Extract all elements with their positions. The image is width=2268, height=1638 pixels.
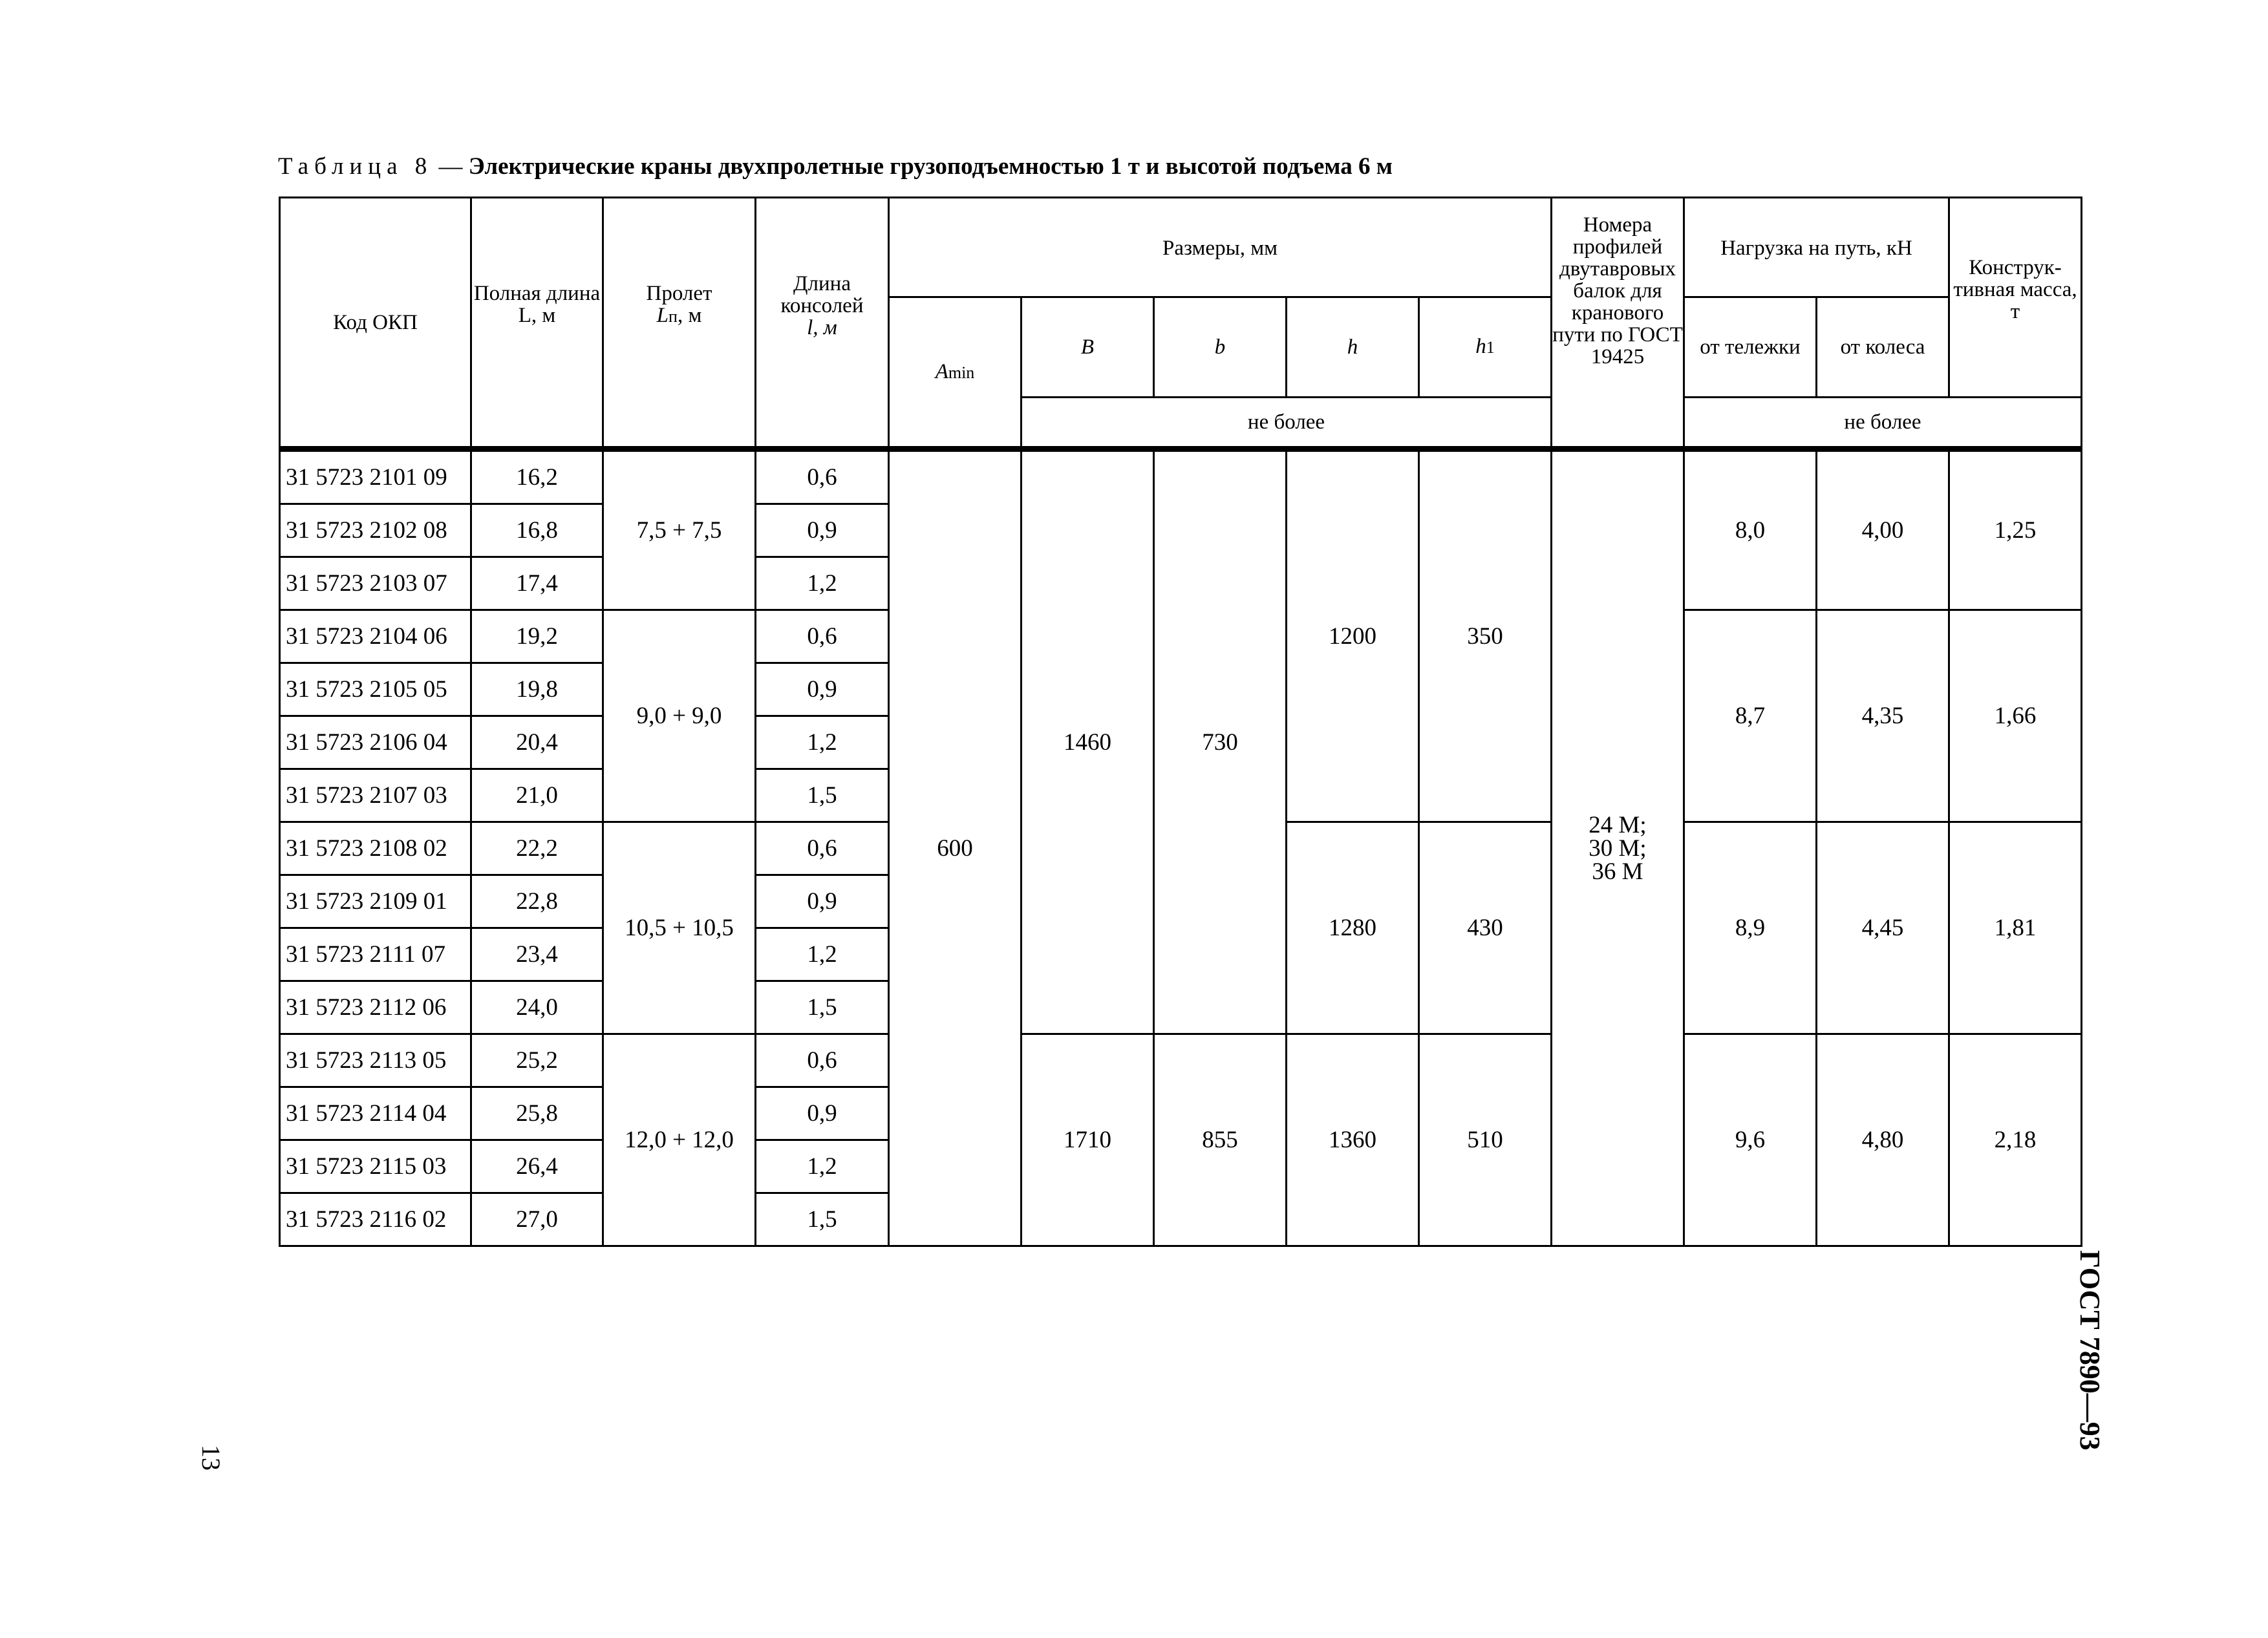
okp-code-cell: 31 5723 2111 07 <box>280 928 471 981</box>
full-length-cell: 16,8 <box>471 504 603 557</box>
h1-cell: 430 <box>1419 822 1552 1034</box>
header-h1-sub: 1 <box>1486 338 1495 357</box>
table-row <box>280 1034 2082 1087</box>
header-not-more-load: не более <box>1684 398 2082 449</box>
header-span-unit: , м <box>677 304 702 327</box>
okp-code-cell: 31 5723 2101 09 <box>280 449 471 504</box>
header-span-label: Пролет <box>646 282 712 305</box>
header-h1 <box>1419 297 1552 398</box>
profile-36: 36 М <box>1592 858 1643 885</box>
h-cell: 1280 <box>1287 822 1419 1034</box>
header-console-length <box>756 198 889 449</box>
okp-code-cell: 31 5723 2104 06 <box>280 610 471 663</box>
mass-cell: 2,18 <box>1949 1034 2082 1246</box>
okp-code-cell: 31 5723 2108 02 <box>280 822 471 875</box>
load-trolley-cell: 8,0 <box>1684 449 1817 610</box>
full-length-cell: 17,4 <box>471 557 603 610</box>
h-cell: 1360 <box>1287 1034 1419 1246</box>
header-span-symbol: L <box>656 304 669 327</box>
okp-code-cell: 31 5723 2112 06 <box>280 981 471 1034</box>
okp-code-cell: 31 5723 2109 01 <box>280 875 471 928</box>
header-h1-symbol: h <box>1475 335 1486 358</box>
profile-24: 24 М; <box>1589 811 1647 838</box>
h1-cell: 350 <box>1419 449 1552 822</box>
load-trolley-cell: 8,9 <box>1684 822 1817 1034</box>
header-console-text: Длина консолей <box>780 272 864 317</box>
header-h <box>1287 297 1419 398</box>
full-length-cell: 19,2 <box>471 610 603 663</box>
console-length-cell: 0,9 <box>756 875 889 928</box>
crane-table-wrapper <box>279 197 2082 1247</box>
span-cell: 9,0 + 9,0 <box>603 610 756 822</box>
b-cell: 730 <box>1154 449 1287 1034</box>
header-console-symbol: l, м <box>807 316 837 339</box>
console-length-cell: 1,2 <box>756 1140 889 1193</box>
load-wheel-cell: 4,00 <box>1817 449 1949 610</box>
header-full-length <box>471 198 603 449</box>
console-length-cell: 0,6 <box>756 1034 889 1087</box>
header-from-wheel: от колеса <box>1817 297 1949 398</box>
okp-code-cell: 31 5723 2115 03 <box>280 1140 471 1193</box>
mass-cell: 1,81 <box>1949 822 2082 1034</box>
console-length-cell: 0,9 <box>756 663 889 716</box>
h-cell: 1200 <box>1287 449 1419 822</box>
header-track-load: Нагрузка на путь, кН <box>1684 198 1949 297</box>
header-B <box>1022 297 1154 398</box>
span-cell: 12,0 + 12,0 <box>603 1034 756 1246</box>
console-length-cell: 0,9 <box>756 1087 889 1140</box>
span-cell: 7,5 + 7,5 <box>603 449 756 610</box>
header-from-trolley: от тележки <box>1684 297 1817 398</box>
full-length-cell: 25,8 <box>471 1087 603 1140</box>
header-okp-code: Код ОКП <box>280 198 471 449</box>
header-b-symbol: b <box>1214 335 1226 359</box>
okp-code-cell: 31 5723 2113 05 <box>280 1034 471 1087</box>
profiles-cell <box>1552 449 1684 1246</box>
profile-30: 30 М; <box>1589 835 1647 862</box>
console-length-cell: 0,6 <box>756 610 889 663</box>
table-caption <box>278 153 1393 180</box>
console-length-cell: 0,6 <box>756 449 889 504</box>
load-wheel-cell: 4,35 <box>1817 610 1949 822</box>
console-length-cell: 1,2 <box>756 557 889 610</box>
header-h-symbol: h <box>1347 335 1358 359</box>
full-length-cell: 16,2 <box>471 449 603 504</box>
header-full-length-text: Полная длина L, м <box>473 282 601 327</box>
header-dimensions: Размеры, мм <box>889 198 1552 297</box>
load-wheel-cell: 4,45 <box>1817 822 1949 1034</box>
okp-code-cell: 31 5723 2114 04 <box>280 1087 471 1140</box>
console-length-cell: 1,5 <box>756 1193 889 1246</box>
full-length-cell: 26,4 <box>471 1140 603 1193</box>
full-length-cell: 25,2 <box>471 1034 603 1087</box>
table-number: Таблица 8 <box>278 153 433 180</box>
header-span-sub: п <box>669 307 678 326</box>
header-a-min <box>889 297 1022 449</box>
full-length-cell: 22,2 <box>471 822 603 875</box>
a-min-cell: 600 <box>889 449 1022 1246</box>
B-cell: 1710 <box>1022 1034 1154 1246</box>
console-length-cell: 1,5 <box>756 769 889 822</box>
okp-code-cell: 31 5723 2107 03 <box>280 769 471 822</box>
header-b <box>1154 297 1287 398</box>
okp-code-cell: 31 5723 2105 05 <box>280 663 471 716</box>
mass-cell: 1,66 <box>1949 610 2082 822</box>
full-length-cell: 21,0 <box>471 769 603 822</box>
okp-code-cell: 31 5723 2106 04 <box>280 716 471 769</box>
header-B-symbol: B <box>1080 335 1095 359</box>
header-a-min-sub: min <box>948 363 975 382</box>
header-not-more-dims: не более <box>1022 398 1552 449</box>
load-trolley-cell: 8,7 <box>1684 610 1817 822</box>
console-length-cell: 0,6 <box>756 822 889 875</box>
load-wheel-cell: 4,80 <box>1817 1034 1949 1246</box>
load-trolley-cell: 9,6 <box>1684 1034 1817 1246</box>
crane-table <box>279 197 2082 1247</box>
standard-designation: ГОСТ 7890—93 <box>2074 1250 2106 1451</box>
full-length-cell: 23,4 <box>471 928 603 981</box>
B-cell: 1460 <box>1022 449 1154 1034</box>
b-cell: 855 <box>1154 1034 1287 1246</box>
full-length-cell: 19,8 <box>471 663 603 716</box>
table-row <box>280 449 2082 504</box>
console-length-cell: 0,9 <box>756 504 889 557</box>
console-length-cell: 1,2 <box>756 928 889 981</box>
header-mass: Конструк- тивная масса, т <box>1949 198 2082 398</box>
full-length-cell: 27,0 <box>471 1193 603 1246</box>
okp-code-cell: 31 5723 2102 08 <box>280 504 471 557</box>
mass-cell: 1,25 <box>1949 449 2082 610</box>
caption-dash: — <box>433 153 469 180</box>
span-cell: 10,5 + 10,5 <box>603 822 756 1034</box>
console-length-cell: 1,5 <box>756 981 889 1034</box>
console-length-cell: 1,2 <box>756 716 889 769</box>
table-title: Электрические краны двухпролетные грузоподъемностью 1 т и высотой подъема 6 м <box>468 153 1393 180</box>
full-length-cell: 24,0 <box>471 981 603 1034</box>
okp-code-cell: 31 5723 2103 07 <box>280 557 471 610</box>
header-span <box>603 198 756 449</box>
page-number: 13 <box>197 1445 226 1471</box>
full-length-cell: 20,4 <box>471 716 603 769</box>
header-a-min-symbol: A <box>935 359 948 383</box>
header-profile-numbers: Номера профилей двутавровых балок для кранового пути по ГОСТ 19425 <box>1552 198 1684 449</box>
full-length-cell: 22,8 <box>471 875 603 928</box>
okp-code-cell: 31 5723 2116 02 <box>280 1193 471 1246</box>
h1-cell: 510 <box>1419 1034 1552 1246</box>
